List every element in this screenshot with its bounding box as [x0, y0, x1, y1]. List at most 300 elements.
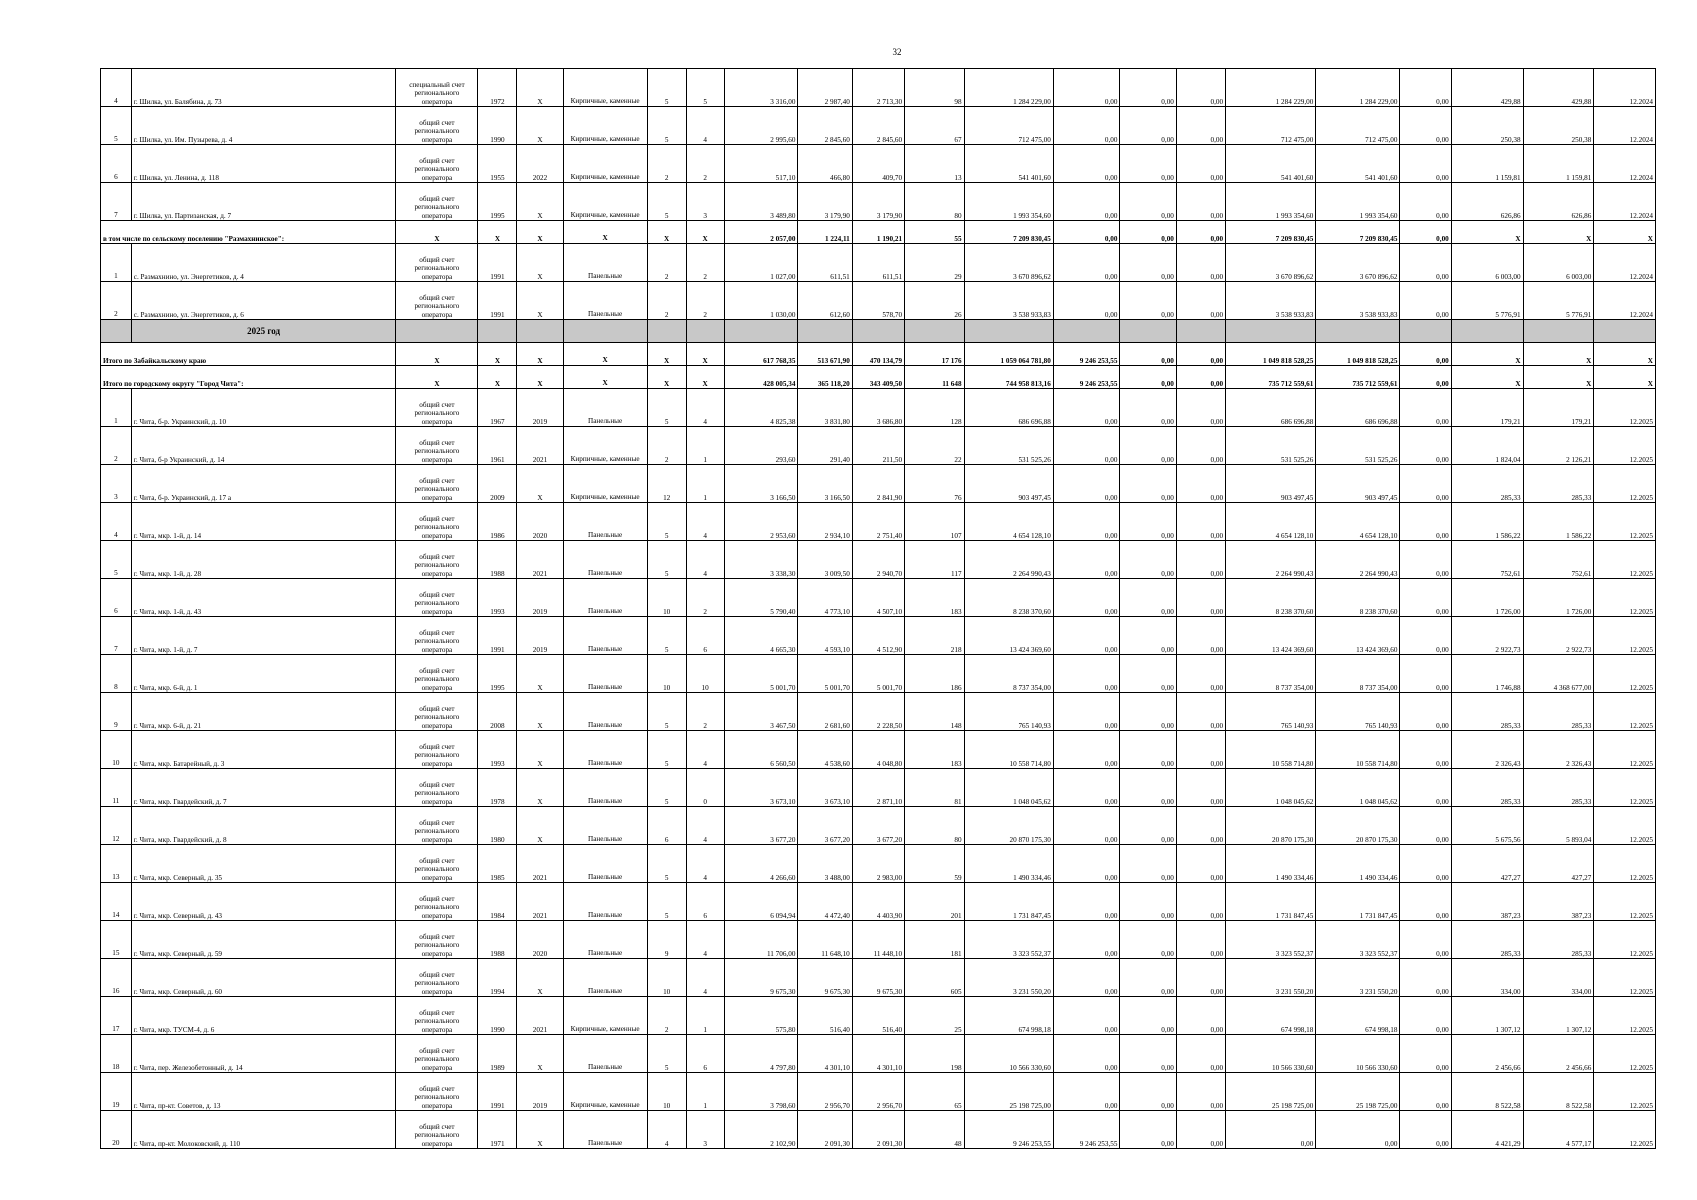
floors-cell: 5	[647, 1035, 686, 1073]
v1-cell: 0,00	[1053, 183, 1120, 221]
v4-cell: 8 737 354,00	[1226, 655, 1316, 693]
row-number: 9	[101, 693, 132, 731]
v4-cell: 13 424 369,60	[1226, 617, 1316, 655]
table-row	[101, 1035, 1656, 1073]
v3-cell: 0,00	[1176, 244, 1225, 282]
floors-cell: X	[647, 366, 686, 389]
entrances-cell: 4	[686, 541, 724, 579]
area-a-cell: 3 488,00	[798, 845, 852, 883]
date-cell: 12.2024	[1594, 107, 1656, 145]
year-built-cell: 1994	[478, 959, 517, 997]
floors-cell: 12	[647, 465, 686, 503]
year-built-cell: 1991	[478, 1073, 517, 1111]
cost-cell: 674 998,18	[964, 997, 1053, 1035]
cost-cell: 8 238 370,60	[964, 579, 1053, 617]
residents-cell: 25	[905, 997, 964, 1035]
area-total-cell: 4 266,60	[724, 845, 798, 883]
year-empty-cell	[478, 320, 517, 343]
area-a-cell: 4 773,10	[798, 579, 852, 617]
v2-cell: 0,00	[1120, 1035, 1176, 1073]
v6-cell: 0,00	[1400, 807, 1451, 845]
v4-cell: 1 284 229,00	[1226, 69, 1316, 107]
fund-cell: общий счет регионального оператора	[396, 769, 478, 807]
year-repair-cell: X	[517, 731, 563, 769]
year-built-cell: 1955	[478, 145, 517, 183]
v8-cell: X	[1523, 343, 1594, 366]
material-cell: Кирпичные, каменные	[563, 1073, 647, 1111]
v8-cell: 752,61	[1523, 541, 1594, 579]
fund-cell: общий счет регионального оператора	[396, 282, 478, 320]
cost-cell: 1 284 229,00	[964, 69, 1053, 107]
v7-cell: 427,27	[1451, 845, 1523, 883]
material-cell: Кирпичные, каменные	[563, 183, 647, 221]
v2-cell: 0,00	[1120, 69, 1176, 107]
area-total-cell: 5 790,40	[724, 579, 798, 617]
v5-cell: 712 475,00	[1316, 107, 1400, 145]
entrances-cell: 5	[686, 69, 724, 107]
entrances-cell: 4	[686, 107, 724, 145]
area-total-cell: 3 467,50	[724, 693, 798, 731]
material-cell: Панельные	[563, 655, 647, 693]
v8-cell: 8 522,58	[1523, 1073, 1594, 1111]
row-number: 19	[101, 1073, 132, 1111]
material-cell: Панельные	[563, 282, 647, 320]
year-empty-cell	[396, 320, 478, 343]
v1-cell: 0,00	[1053, 145, 1120, 183]
cost-cell: 8 737 354,00	[964, 655, 1053, 693]
v4-cell: 20 870 175,30	[1226, 807, 1316, 845]
v3-cell: 0,00	[1176, 997, 1225, 1035]
cost-cell: 903 497,45	[964, 465, 1053, 503]
area-a-cell: 3 009,50	[798, 541, 852, 579]
entrances-cell: 3	[686, 1111, 724, 1149]
v7-cell: 285,33	[1451, 693, 1523, 731]
v6-cell: 0,00	[1400, 731, 1451, 769]
material-cell: Кирпичные, каменные	[563, 427, 647, 465]
v6-cell: 0,00	[1400, 1035, 1451, 1073]
date-cell: 12.2025	[1594, 655, 1656, 693]
v7-cell: X	[1451, 221, 1523, 244]
fund-cell: общий счет регионального оператора	[396, 693, 478, 731]
v7-cell: 626,86	[1451, 183, 1523, 221]
v4-cell: 531 525,26	[1226, 427, 1316, 465]
v8-cell: 1 159,81	[1523, 145, 1594, 183]
year-repair-cell: X	[517, 282, 563, 320]
fund-cell: общий счет регионального оператора	[396, 997, 478, 1035]
entrances-cell: 4	[686, 807, 724, 845]
date-cell: X	[1594, 221, 1656, 244]
floors-cell: 2	[647, 427, 686, 465]
year-empty-cell	[1523, 320, 1594, 343]
fund-cell: специальный счет регионального оператора	[396, 69, 478, 107]
year-repair-cell: 2021	[517, 845, 563, 883]
table-row	[101, 145, 1656, 183]
material-cell: Кирпичные, каменные	[563, 465, 647, 503]
v7-cell: 179,21	[1451, 389, 1523, 427]
floors-cell: 5	[647, 845, 686, 883]
area-b-cell: 2 713,30	[852, 69, 904, 107]
fund-cell: общий счет регионального оператора	[396, 845, 478, 883]
residents-cell: 183	[905, 731, 964, 769]
entrances-cell: 2	[686, 693, 724, 731]
v8-cell: 626,86	[1523, 183, 1594, 221]
cost-cell: 1 731 847,45	[964, 883, 1053, 921]
cost-cell: 3 538 933,83	[964, 282, 1053, 320]
year-repair-cell: 2021	[517, 427, 563, 465]
table-row	[101, 1073, 1656, 1111]
residents-cell: 107	[905, 503, 964, 541]
row-number: 5	[101, 107, 132, 145]
v2-cell: 0,00	[1120, 427, 1176, 465]
year-empty-cell	[517, 320, 563, 343]
v3-cell: 0,00	[1176, 959, 1225, 997]
floors-cell: 6	[647, 807, 686, 845]
v7-cell: 5 675,56	[1451, 807, 1523, 845]
area-b-cell: 5 001,70	[852, 655, 904, 693]
floors-cell: 5	[647, 389, 686, 427]
area-b-cell: 470 134,79	[852, 343, 904, 366]
v8-cell: 285,33	[1523, 693, 1594, 731]
area-a-cell: 2 681,60	[798, 693, 852, 731]
entrances-cell: 3	[686, 183, 724, 221]
v3-cell: 0,00	[1176, 769, 1225, 807]
year-empty-cell	[1400, 320, 1451, 343]
v6-cell: 0,00	[1400, 769, 1451, 807]
v6-cell: 0,00	[1400, 183, 1451, 221]
date-cell: 12.2025	[1594, 389, 1656, 427]
v6-cell: 0,00	[1400, 959, 1451, 997]
v8-cell: 2 922,73	[1523, 617, 1594, 655]
material-cell: X	[563, 221, 647, 244]
floors-cell: 5	[647, 183, 686, 221]
fund-cell: общий счет регионального оператора	[396, 465, 478, 503]
cost-cell: 1 993 354,60	[964, 183, 1053, 221]
v5-cell: 20 870 175,30	[1316, 807, 1400, 845]
v2-cell: 0,00	[1120, 145, 1176, 183]
v8-cell: 6 003,00	[1523, 244, 1594, 282]
area-a-cell: 611,51	[798, 244, 852, 282]
area-total-cell: 617 768,35	[724, 343, 798, 366]
v7-cell: 1 307,12	[1451, 997, 1523, 1035]
v5-cell: 4 654 128,10	[1316, 503, 1400, 541]
year-built-cell: 1985	[478, 845, 517, 883]
v3-cell: 0,00	[1176, 845, 1225, 883]
v3-cell: 0,00	[1176, 389, 1225, 427]
cost-cell: 3 231 550,20	[964, 959, 1053, 997]
area-b-cell: 11 448,10	[852, 921, 904, 959]
address-cell: г. Чита, мкр. Гвардейский, д. 8	[131, 807, 396, 845]
area-b-cell: 2 091,30	[852, 1111, 904, 1149]
v5-cell: 1 731 847,45	[1316, 883, 1400, 921]
fund-cell: общий счет регионального оператора	[396, 389, 478, 427]
fund-cell: общий счет регионального оператора	[396, 541, 478, 579]
area-total-cell: 9 675,30	[724, 959, 798, 997]
date-cell: 12.2025	[1594, 959, 1656, 997]
year-empty-cell	[1594, 320, 1656, 343]
row-number: 5	[101, 541, 132, 579]
table-row	[101, 69, 1656, 107]
v6-cell: 0,00	[1400, 107, 1451, 145]
area-total-cell: 3 338,30	[724, 541, 798, 579]
v3-cell: 0,00	[1176, 807, 1225, 845]
entrances-cell: 1	[686, 427, 724, 465]
area-b-cell: 4 048,80	[852, 731, 904, 769]
year-built-cell: 1980	[478, 807, 517, 845]
year-built-cell: X	[478, 221, 517, 244]
year-empty-cell	[905, 320, 964, 343]
area-a-cell: 365 118,20	[798, 366, 852, 389]
residents-cell: 605	[905, 959, 964, 997]
area-a-cell: 5 001,70	[798, 655, 852, 693]
cost-cell: 9 246 253,55	[964, 1111, 1053, 1149]
row-number: 11	[101, 769, 132, 807]
material-cell: X	[563, 366, 647, 389]
residents-cell: 117	[905, 541, 964, 579]
floors-cell: 2	[647, 145, 686, 183]
cost-cell: 1 059 064 781,80	[964, 343, 1053, 366]
date-cell: 12.2025	[1594, 997, 1656, 1035]
v5-cell: 531 525,26	[1316, 427, 1400, 465]
area-b-cell: 4 512,90	[852, 617, 904, 655]
floors-cell: 10	[647, 959, 686, 997]
year-spacer-cell	[101, 320, 132, 343]
v1-cell: 0,00	[1053, 541, 1120, 579]
v5-cell: 7 209 830,45	[1316, 221, 1400, 244]
area-total-cell: 3 677,20	[724, 807, 798, 845]
v3-cell: 0,00	[1176, 465, 1225, 503]
residents-cell: 201	[905, 883, 964, 921]
v3-cell: 0,00	[1176, 343, 1225, 366]
area-a-cell: 3 677,20	[798, 807, 852, 845]
fund-cell: общий счет регионального оператора	[396, 244, 478, 282]
v4-cell: 7 209 830,45	[1226, 221, 1316, 244]
residents-cell: 186	[905, 655, 964, 693]
material-cell: Панельные	[563, 503, 647, 541]
entrances-cell: 10	[686, 655, 724, 693]
address-cell: г. Чита, мкр. 1-й, д. 14	[131, 503, 396, 541]
v1-cell: 0,00	[1053, 465, 1120, 503]
row-number: 6	[101, 579, 132, 617]
year-built-cell: 1978	[478, 769, 517, 807]
year-repair-cell: X	[517, 807, 563, 845]
material-cell: Панельные	[563, 389, 647, 427]
material-cell: Кирпичные, каменные	[563, 69, 647, 107]
area-a-cell: 2 845,60	[798, 107, 852, 145]
year-built-cell: 1991	[478, 282, 517, 320]
v4-cell: 25 198 725,00	[1226, 1073, 1316, 1111]
material-cell: X	[563, 343, 647, 366]
date-cell: 12.2025	[1594, 921, 1656, 959]
year-repair-cell: 2021	[517, 541, 563, 579]
entrances-cell: 4	[686, 921, 724, 959]
year-empty-cell	[1226, 320, 1316, 343]
row-number: 7	[101, 183, 132, 221]
v2-cell: 0,00	[1120, 183, 1176, 221]
date-cell: 12.2025	[1594, 503, 1656, 541]
cost-cell: 20 870 175,30	[964, 807, 1053, 845]
year-repair-cell: X	[517, 183, 563, 221]
floors-cell: 10	[647, 1073, 686, 1111]
year-repair-cell: X	[517, 343, 563, 366]
cost-cell: 3 323 552,37	[964, 921, 1053, 959]
v8-cell: 2 456,66	[1523, 1035, 1594, 1073]
year-built-cell: 1995	[478, 655, 517, 693]
year-built-cell: 1995	[478, 183, 517, 221]
v5-cell: 735 712 559,61	[1316, 366, 1400, 389]
v1-cell: 0,00	[1053, 1035, 1120, 1073]
v7-cell: 8 522,58	[1451, 1073, 1523, 1111]
v6-cell: 0,00	[1400, 1111, 1451, 1149]
year-repair-cell: X	[517, 1111, 563, 1149]
v5-cell: 1 284 229,00	[1316, 69, 1400, 107]
area-a-cell: 2 091,30	[798, 1111, 852, 1149]
v1-cell: 0,00	[1053, 282, 1120, 320]
v1-cell: 9 246 253,55	[1053, 366, 1120, 389]
area-a-cell: 466,80	[798, 145, 852, 183]
v6-cell: 0,00	[1400, 997, 1451, 1035]
v3-cell: 0,00	[1176, 1073, 1225, 1111]
area-a-cell: 4 301,10	[798, 1035, 852, 1073]
area-b-cell: 2 841,90	[852, 465, 904, 503]
date-cell: 12.2025	[1594, 465, 1656, 503]
floors-cell: 4	[647, 1111, 686, 1149]
v3-cell: 0,00	[1176, 655, 1225, 693]
address-cell: г. Шилка, ул. Партизанская, д. 7	[131, 183, 396, 221]
v1-cell: 0,00	[1053, 389, 1120, 427]
year-label: 2025 год	[131, 320, 396, 343]
v8-cell: 1 307,12	[1523, 997, 1594, 1035]
area-total-cell: 575,80	[724, 997, 798, 1035]
v2-cell: 0,00	[1120, 845, 1176, 883]
v6-cell: 0,00	[1400, 465, 1451, 503]
material-cell: Панельные	[563, 693, 647, 731]
fund-cell: X	[396, 221, 478, 244]
v3-cell: 0,00	[1176, 366, 1225, 389]
v4-cell: 1 048 045,62	[1226, 769, 1316, 807]
v3-cell: 0,00	[1176, 1035, 1225, 1073]
v7-cell: 5 776,91	[1451, 282, 1523, 320]
area-b-cell: 2 228,50	[852, 693, 904, 731]
v4-cell: 4 654 128,10	[1226, 503, 1316, 541]
v1-cell: 0,00	[1053, 693, 1120, 731]
residents-cell: 59	[905, 845, 964, 883]
v7-cell: X	[1451, 343, 1523, 366]
v8-cell: 334,00	[1523, 959, 1594, 997]
entrances-cell: 2	[686, 579, 724, 617]
material-cell: Кирпичные, каменные	[563, 997, 647, 1035]
area-a-cell: 291,40	[798, 427, 852, 465]
register-table	[100, 68, 1656, 1149]
year-empty-cell	[563, 320, 647, 343]
material-cell: Панельные	[563, 769, 647, 807]
fund-cell: общий счет регионального оператора	[396, 921, 478, 959]
v3-cell: 0,00	[1176, 883, 1225, 921]
date-cell: 12.2025	[1594, 541, 1656, 579]
entrances-cell: 4	[686, 845, 724, 883]
v1-cell: 0,00	[1053, 107, 1120, 145]
v8-cell: 387,23	[1523, 883, 1594, 921]
address-cell: г. Чита, мкр. 6-й, д. 21	[131, 693, 396, 731]
cost-cell: 7 209 830,45	[964, 221, 1053, 244]
v6-cell: 0,00	[1400, 693, 1451, 731]
area-b-cell: 2 983,00	[852, 845, 904, 883]
fund-cell: общий счет регионального оператора	[396, 655, 478, 693]
row-number: 1	[101, 389, 132, 427]
date-cell: 12.2024	[1594, 282, 1656, 320]
v4-cell: 8 238 370,60	[1226, 579, 1316, 617]
address-cell: г. Чита, пер. Железобетонный, д. 14	[131, 1035, 396, 1073]
v5-cell: 1 490 334,46	[1316, 845, 1400, 883]
v5-cell: 25 198 725,00	[1316, 1073, 1400, 1111]
entrances-cell: X	[686, 343, 724, 366]
table-row	[101, 655, 1656, 693]
area-b-cell: 3 179,90	[852, 183, 904, 221]
year-built-cell: 1989	[478, 1035, 517, 1073]
date-cell: 12.2024	[1594, 244, 1656, 282]
table-row	[101, 107, 1656, 145]
area-b-cell: 578,70	[852, 282, 904, 320]
v7-cell: 1 726,00	[1451, 579, 1523, 617]
residents-cell: 67	[905, 107, 964, 145]
year-built-cell: 1986	[478, 503, 517, 541]
entrances-cell: 2	[686, 145, 724, 183]
year-built-cell: 1961	[478, 427, 517, 465]
v5-cell: 3 323 552,37	[1316, 921, 1400, 959]
residents-cell: 17 176	[905, 343, 964, 366]
cost-cell: 531 525,26	[964, 427, 1053, 465]
residents-cell: 13	[905, 145, 964, 183]
table-row	[101, 883, 1656, 921]
v4-cell: 541 401,60	[1226, 145, 1316, 183]
v8-cell: 5 893,04	[1523, 807, 1594, 845]
year-empty-cell	[724, 320, 798, 343]
v8-cell: 285,33	[1523, 921, 1594, 959]
v3-cell: 0,00	[1176, 427, 1225, 465]
v5-cell: 1 049 818 528,25	[1316, 343, 1400, 366]
v4-cell: 674 998,18	[1226, 997, 1316, 1035]
v4-cell: 1 049 818 528,25	[1226, 343, 1316, 366]
area-total-cell: 2 057,00	[724, 221, 798, 244]
date-cell: 12.2024	[1594, 145, 1656, 183]
residents-cell: 26	[905, 282, 964, 320]
v1-cell: 0,00	[1053, 959, 1120, 997]
year-repair-cell: X	[517, 1035, 563, 1073]
address-cell: г. Чита, б-р Украинский, д. 14	[131, 427, 396, 465]
fund-cell: общий счет регионального оператора	[396, 959, 478, 997]
fund-cell: общий счет регионального оператора	[396, 1073, 478, 1111]
area-a-cell: 2 956,70	[798, 1073, 852, 1111]
address-cell: г. Чита, мкр. Северный, д. 59	[131, 921, 396, 959]
table-row	[101, 282, 1656, 320]
cost-cell: 10 558 714,80	[964, 731, 1053, 769]
table-row	[101, 693, 1656, 731]
v1-cell: 0,00	[1053, 503, 1120, 541]
entrances-cell: 2	[686, 282, 724, 320]
table-row	[101, 244, 1656, 282]
table-row	[101, 465, 1656, 503]
cost-cell: 1 048 045,62	[964, 769, 1053, 807]
v7-cell: 2 326,43	[1451, 731, 1523, 769]
cost-cell: 13 424 369,60	[964, 617, 1053, 655]
summary-label: в том числе по сельскому поселению "Размахнинское":	[101, 221, 396, 244]
year-built-cell: 2009	[478, 465, 517, 503]
v7-cell: 334,00	[1451, 959, 1523, 997]
v4-cell: 686 696,88	[1226, 389, 1316, 427]
cost-cell: 1 490 334,46	[964, 845, 1053, 883]
area-total-cell: 428 005,34	[724, 366, 798, 389]
area-total-cell: 517,10	[724, 145, 798, 183]
v2-cell: 0,00	[1120, 997, 1176, 1035]
